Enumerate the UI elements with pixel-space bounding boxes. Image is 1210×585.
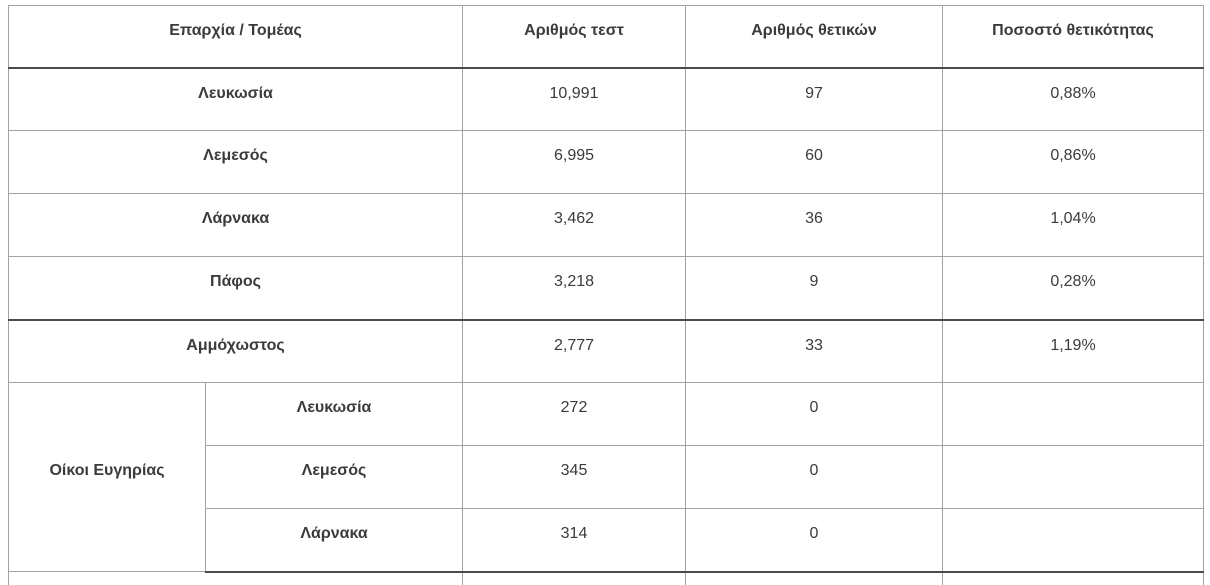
positivity-value (943, 383, 1204, 446)
positives-value: 33 (686, 320, 943, 383)
positivity-value: 0,88% (943, 68, 1204, 131)
table-row-partial (9, 572, 1204, 585)
header-row (9, 6, 1204, 68)
header-district-sector: Επαρχία / Τομέας (9, 6, 463, 68)
positives-value: 60 (686, 131, 943, 194)
empty-cell (463, 572, 686, 585)
positives-value: 97 (686, 68, 943, 131)
nursing-homes-label: Οίκοι Ευγηρίας (9, 383, 206, 572)
table-row-limassol (9, 131, 1204, 194)
header-number-of-positives: Αριθμός θετικών (686, 6, 943, 68)
tests-value: 2,777 (463, 320, 686, 383)
positives-value: 36 (686, 194, 943, 257)
tests-value: 10,991 (463, 68, 686, 131)
tests-value: 3,462 (463, 194, 686, 257)
empty-cell (943, 572, 1204, 585)
positives-value: 0 (686, 383, 943, 446)
table-row-famagusta (9, 320, 1204, 383)
district-name: Πάφος (9, 257, 463, 320)
district-name: Λευκωσία (9, 68, 463, 131)
sub-district-name: Λάρνακα (206, 509, 463, 572)
positives-value: 9 (686, 257, 943, 320)
table-row-nicosia (9, 68, 1204, 131)
covid-stats-table (8, 5, 1204, 585)
positives-value: 0 (686, 446, 943, 509)
header-number-of-tests: Αριθμός τεστ (463, 6, 686, 68)
header-positivity-rate: Ποσοστό θετικότητας (943, 6, 1204, 68)
table-row-paphos (9, 257, 1204, 320)
empty-cell (9, 572, 463, 585)
tests-value: 272 (463, 383, 686, 446)
district-name: Λεμεσός (9, 131, 463, 194)
page (0, 5, 1210, 585)
district-name: Λάρνακα (9, 194, 463, 257)
sub-district-name: Λεμεσός (206, 446, 463, 509)
tests-value: 345 (463, 446, 686, 509)
tests-value: 3,218 (463, 257, 686, 320)
tests-value: 314 (463, 509, 686, 572)
positivity-value: 0,86% (943, 131, 1204, 194)
tests-value: 6,995 (463, 131, 686, 194)
district-name: Αμμόχωστος (9, 320, 463, 383)
table-row-nursing-homes-nicosia (9, 383, 1204, 446)
positivity-value: 1,04% (943, 194, 1204, 257)
table-row-larnaca (9, 194, 1204, 257)
positivity-value (943, 509, 1204, 572)
sub-district-name: Λευκωσία (206, 383, 463, 446)
positivity-value (943, 446, 1204, 509)
empty-cell (686, 572, 943, 585)
positivity-value: 0,28% (943, 257, 1204, 320)
positivity-value: 1,19% (943, 320, 1204, 383)
positives-value: 0 (686, 509, 943, 572)
